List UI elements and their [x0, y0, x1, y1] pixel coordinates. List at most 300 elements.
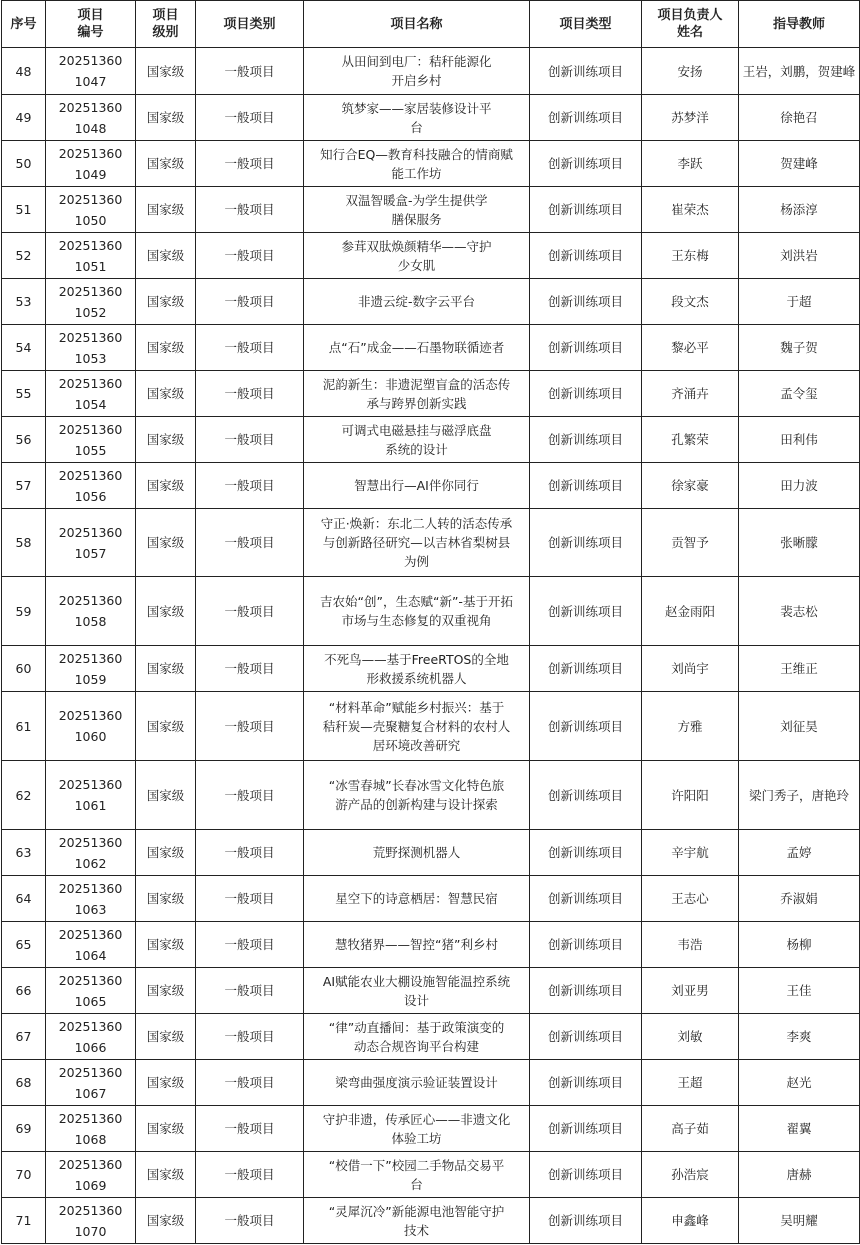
cell-seq: 71 — [2, 1198, 46, 1244]
cell-category: 一般项目 — [196, 1106, 304, 1152]
cell-leader: 王志心 — [642, 876, 739, 922]
cell-seq: 64 — [2, 876, 46, 922]
cell-level: 国家级 — [136, 876, 196, 922]
cell-code — [46, 922, 136, 968]
cell-advisor: 赵光 — [739, 1060, 860, 1106]
cell-seq: 54 — [2, 325, 46, 371]
table-row — [2, 1106, 860, 1152]
cell-leader: 刘尚宇 — [642, 646, 739, 692]
cell-code — [46, 761, 136, 830]
table-row — [2, 417, 860, 463]
table-row — [2, 463, 860, 509]
cell-type: 创新训练项目 — [530, 968, 642, 1014]
cell-name-line: 开启乡村 — [391, 73, 442, 88]
cell-type: 创新训练项目 — [530, 830, 642, 876]
header-row — [2, 1, 860, 48]
cell-name — [304, 646, 530, 692]
cell-code-line: 1062 — [74, 855, 107, 871]
table-row — [2, 1152, 860, 1198]
cell-advisor: 张晰朦 — [739, 509, 860, 577]
cell-type: 创新训练项目 — [530, 922, 642, 968]
cell-level: 国家级 — [136, 1060, 196, 1106]
cell-name — [304, 463, 530, 509]
table-row — [2, 577, 860, 646]
cell-type: 创新训练项目 — [530, 646, 642, 692]
header-leader — [642, 1, 739, 48]
cell-category: 一般项目 — [196, 761, 304, 830]
cell-name — [304, 509, 530, 577]
cell-seq: 52 — [2, 233, 46, 279]
cell-advisor: 贺建峰 — [739, 141, 860, 187]
cell-advisor: 于超 — [739, 279, 860, 325]
cell-type: 创新训练项目 — [530, 233, 642, 279]
cell-name-line: 膳保服务 — [391, 211, 442, 227]
cell-category: 一般项目 — [196, 325, 304, 371]
cell-seq: 48 — [2, 48, 46, 95]
cell-type: 创新训练项目 — [530, 1060, 642, 1106]
cell-leader: 王超 — [642, 1060, 739, 1106]
cell-level: 国家级 — [136, 646, 196, 692]
cell-type: 创新训练项目 — [530, 95, 642, 141]
cell-name-line: 筑梦家——家居装修设计平 — [341, 100, 492, 116]
cell-type: 创新训练项目 — [530, 325, 642, 371]
project-table — [1, 0, 860, 1244]
cell-leader: 王东梅 — [642, 233, 739, 279]
cell-code — [46, 48, 136, 95]
cell-level: 国家级 — [136, 371, 196, 417]
header-code-line: 项目 — [77, 8, 104, 23]
cell-advisor: 孟令玺 — [739, 371, 860, 417]
cell-advisor: 李爽 — [739, 1014, 860, 1060]
cell-category: 一般项目 — [196, 509, 304, 577]
cell-advisor: 裴志松 — [739, 577, 860, 646]
cell-advisor: 吴明耀 — [739, 1198, 860, 1244]
cell-name-line: 点“石”成金——石墨物联循迹者 — [328, 340, 505, 355]
cell-category: 一般项目 — [196, 577, 304, 646]
cell-name-line: 吉农始“创”，生态赋“新”-基于开拓 — [320, 594, 513, 609]
cell-code-line: 1059 — [74, 671, 107, 687]
header-advisor: 指导教师 — [739, 1, 860, 48]
cell-category: 一般项目 — [196, 876, 304, 922]
cell-name-line: AI赋能农业大棚设施智能温控系统 — [322, 973, 511, 989]
cell-code-line: 20251360 — [58, 1202, 123, 1218]
cell-code-line: 1063 — [74, 901, 107, 917]
cell-leader: 许阳阳 — [642, 761, 739, 830]
header-level-line: 级别 — [152, 25, 179, 40]
cell-code — [46, 646, 136, 692]
header-level-line: 项目 — [152, 8, 179, 23]
table-row — [2, 830, 860, 876]
cell-name — [304, 1106, 530, 1152]
header-code-line: 编号 — [77, 25, 104, 40]
cell-code-line: 20251360 — [58, 1110, 123, 1126]
cell-seq: 63 — [2, 830, 46, 876]
cell-leader: 赵金雨阳 — [642, 577, 739, 646]
cell-name-line: 形救援系统机器人 — [366, 670, 467, 686]
cell-seq: 56 — [2, 417, 46, 463]
cell-seq: 65 — [2, 922, 46, 968]
cell-code-line: 20251360 — [58, 283, 123, 299]
cell-seq: 51 — [2, 187, 46, 233]
cell-category: 一般项目 — [196, 279, 304, 325]
cell-type: 创新训练项目 — [530, 1106, 642, 1152]
cell-category: 一般项目 — [196, 922, 304, 968]
cell-name-line: 荒野探测机器人 — [372, 845, 461, 860]
cell-leader: 黎必平 — [642, 325, 739, 371]
cell-name — [304, 95, 530, 141]
cell-level: 国家级 — [136, 922, 196, 968]
table-row — [2, 325, 860, 371]
cell-code-line: 20251360 — [58, 53, 123, 68]
cell-category: 一般项目 — [196, 187, 304, 233]
cell-level: 国家级 — [136, 1152, 196, 1198]
cell-leader: 安扬 — [642, 48, 739, 95]
cell-code — [46, 1014, 136, 1060]
cell-seq: 49 — [2, 95, 46, 141]
cell-level: 国家级 — [136, 325, 196, 371]
header-seq: 序号 — [2, 1, 46, 48]
cell-type: 创新训练项目 — [530, 761, 642, 830]
cell-name-line: 居环境改善研究 — [372, 737, 461, 753]
cell-leader: 李跃 — [642, 141, 739, 187]
table-row — [2, 1198, 860, 1244]
cell-type: 创新训练项目 — [530, 509, 642, 577]
cell-level: 国家级 — [136, 509, 196, 577]
cell-category: 一般项目 — [196, 1152, 304, 1198]
cell-name-line: 泥韵新生：非遗泥塑盲盒的活态传 — [322, 376, 511, 392]
cell-seq: 57 — [2, 463, 46, 509]
cell-level: 国家级 — [136, 577, 196, 646]
cell-type: 创新训练项目 — [530, 1014, 642, 1060]
cell-name — [304, 141, 530, 187]
cell-seq: 61 — [2, 692, 46, 761]
cell-name-line: 动态合规咨询平台构建 — [353, 1038, 479, 1054]
cell-code-line: 1067 — [74, 1085, 107, 1101]
cell-name-line: 台 — [410, 1176, 423, 1192]
cell-leader: 崔荣杰 — [642, 187, 739, 233]
cell-seq: 60 — [2, 646, 46, 692]
cell-code-line: 20251360 — [58, 593, 123, 608]
cell-advisor: 王佳 — [739, 968, 860, 1014]
cell-name-line: 双温智暖盒-为学生提供学 — [345, 192, 488, 208]
cell-code-line: 1056 — [74, 488, 107, 504]
cell-seq: 58 — [2, 509, 46, 577]
cell-code-line: 1064 — [74, 947, 107, 963]
table-row — [2, 876, 860, 922]
cell-seq: 62 — [2, 761, 46, 830]
cell-name — [304, 968, 530, 1014]
cell-name-line: 台 — [410, 119, 423, 135]
cell-name — [304, 279, 530, 325]
cell-category: 一般项目 — [196, 830, 304, 876]
cell-code — [46, 141, 136, 187]
cell-code-line: 20251360 — [58, 972, 123, 988]
header-leader-line: 项目负责人 — [657, 8, 723, 23]
cell-code — [46, 1106, 136, 1152]
cell-code-line: 20251360 — [58, 650, 123, 666]
cell-name-line: 智慧出行—AI伴你同行 — [354, 478, 479, 493]
cell-code — [46, 830, 136, 876]
cell-category: 一般项目 — [196, 233, 304, 279]
cell-code-line: 20251360 — [58, 375, 123, 391]
cell-name-line: 梁弯曲强度演示验证装置设计 — [335, 1075, 498, 1090]
cell-code — [46, 417, 136, 463]
cell-type: 创新训练项目 — [530, 141, 642, 187]
cell-code-line: 20251360 — [58, 1018, 123, 1034]
cell-code — [46, 968, 136, 1014]
table-row — [2, 509, 860, 577]
table-row — [2, 95, 860, 141]
cell-code-line: 1068 — [74, 1131, 107, 1147]
cell-level: 国家级 — [136, 95, 196, 141]
cell-leader: 申鑫峰 — [642, 1198, 739, 1244]
cell-code — [46, 95, 136, 141]
cell-name-line: 设计 — [403, 992, 429, 1008]
cell-name — [304, 761, 530, 830]
cell-level: 国家级 — [136, 761, 196, 830]
table-row — [2, 48, 860, 95]
cell-code-line: 1051 — [74, 258, 107, 274]
cell-name — [304, 325, 530, 371]
cell-type: 创新训练项目 — [530, 876, 642, 922]
cell-type: 创新训练项目 — [530, 279, 642, 325]
cell-name — [304, 48, 530, 95]
cell-code — [46, 692, 136, 761]
cell-name-line: 参茸双肽焕颜精华——守护 — [341, 238, 492, 254]
cell-advisor: 乔淑娟 — [739, 876, 860, 922]
cell-code-line: 20251360 — [58, 1064, 123, 1080]
cell-level: 国家级 — [136, 417, 196, 463]
cell-type: 创新训练项目 — [530, 187, 642, 233]
cell-code-line: 20251360 — [58, 421, 123, 437]
cell-leader: 辛宇航 — [642, 830, 739, 876]
table-row — [2, 233, 860, 279]
header-category: 项目类别 — [196, 1, 304, 48]
cell-code-line: 1053 — [74, 350, 107, 366]
cell-seq: 50 — [2, 141, 46, 187]
cell-advisor: 杨柳 — [739, 922, 860, 968]
cell-name-line: 少女肌 — [397, 257, 436, 273]
cell-code-line: 1069 — [74, 1177, 107, 1193]
cell-level: 国家级 — [136, 968, 196, 1014]
cell-code — [46, 187, 136, 233]
cell-name — [304, 922, 530, 968]
header-name: 项目名称 — [304, 1, 530, 48]
cell-name — [304, 692, 530, 761]
cell-type: 创新训练项目 — [530, 577, 642, 646]
cell-seq: 53 — [2, 279, 46, 325]
cell-name — [304, 1152, 530, 1198]
cell-code — [46, 876, 136, 922]
cell-code-line: 1052 — [74, 304, 107, 320]
cell-category: 一般项目 — [196, 417, 304, 463]
cell-name-line: 游产品的创新构建与设计探索 — [335, 797, 498, 812]
cell-level: 国家级 — [136, 141, 196, 187]
cell-advisor: 唐赫 — [739, 1152, 860, 1198]
cell-code — [46, 325, 136, 371]
cell-code-line: 20251360 — [58, 329, 123, 345]
cell-level: 国家级 — [136, 1106, 196, 1152]
cell-seq: 68 — [2, 1060, 46, 1106]
cell-code-line: 1060 — [74, 729, 107, 744]
cell-leader: 刘亚男 — [642, 968, 739, 1014]
cell-name-line: 知行合EQ—教育科技融合的情商赋 — [320, 146, 513, 162]
cell-advisor: 刘征昊 — [739, 692, 860, 761]
header-type: 项目类型 — [530, 1, 642, 48]
cell-leader: 高子茹 — [642, 1106, 739, 1152]
cell-code-line: 1066 — [74, 1039, 107, 1055]
cell-leader: 苏梦洋 — [642, 95, 739, 141]
cell-level: 国家级 — [136, 48, 196, 95]
cell-category: 一般项目 — [196, 141, 304, 187]
cell-name — [304, 417, 530, 463]
cell-name-line: 守护非遗，传承匠心——非遗文化 — [322, 1111, 511, 1127]
cell-name-line: “校借一下”校园二手物品交易平 — [328, 1157, 505, 1173]
cell-advisor: 田利伟 — [739, 417, 860, 463]
cell-leader: 段文杰 — [642, 279, 739, 325]
cell-name-line: 非遗云绽-数字云平台 — [357, 294, 475, 309]
cell-name-line: 承与跨界创新实践 — [366, 395, 467, 411]
cell-code — [46, 1152, 136, 1198]
cell-code — [46, 1060, 136, 1106]
cell-seq: 59 — [2, 577, 46, 646]
cell-name — [304, 1014, 530, 1060]
cell-name-line: 技术 — [403, 1222, 429, 1238]
table-row — [2, 968, 860, 1014]
cell-name — [304, 233, 530, 279]
cell-type: 创新训练项目 — [530, 371, 642, 417]
table-row — [2, 279, 860, 325]
cell-advisor: 王维正 — [739, 646, 860, 692]
header-code — [46, 1, 136, 48]
table-row — [2, 187, 860, 233]
cell-level: 国家级 — [136, 1198, 196, 1244]
cell-category: 一般项目 — [196, 1198, 304, 1244]
cell-level: 国家级 — [136, 187, 196, 233]
cell-leader: 孔繁荣 — [642, 417, 739, 463]
cell-name — [304, 371, 530, 417]
cell-code-line: 20251360 — [58, 834, 123, 850]
cell-code-line: 1055 — [74, 442, 107, 458]
cell-name-line: 体验工坊 — [391, 1130, 442, 1146]
cell-name — [304, 830, 530, 876]
cell-leader: 刘敏 — [642, 1014, 739, 1060]
header-leader-line: 姓名 — [676, 25, 703, 40]
cell-code-line: 20251360 — [58, 99, 123, 115]
cell-type: 创新训练项目 — [530, 48, 642, 95]
cell-category: 一般项目 — [196, 1060, 304, 1106]
cell-name — [304, 1198, 530, 1244]
cell-name-line: 慧牧猪界——智控“猪”利乡村 — [335, 937, 498, 952]
cell-advisor: 魏子贺 — [739, 325, 860, 371]
cell-leader: 方雅 — [642, 692, 739, 761]
cell-advisor: 刘洪岩 — [739, 233, 860, 279]
cell-category: 一般项目 — [196, 646, 304, 692]
cell-code-line: 20251360 — [58, 191, 123, 207]
cell-name-line: 为例 — [403, 554, 429, 569]
cell-code-line: 20251360 — [58, 880, 123, 896]
cell-code-line: 20251360 — [58, 1156, 123, 1172]
cell-code — [46, 233, 136, 279]
cell-name-line: 可调式电磁悬挂与磁浮底盘 — [341, 422, 492, 438]
cell-code — [46, 577, 136, 646]
cell-name-line: 从田间到电厂：秸秆能源化 — [341, 54, 492, 69]
cell-code-line: 20251360 — [58, 145, 123, 161]
cell-level: 国家级 — [136, 1014, 196, 1060]
cell-leader: 韦浩 — [642, 922, 739, 968]
cell-name-line: “律”动直播间：基于政策演变的 — [328, 1019, 505, 1035]
cell-code-line: 1070 — [74, 1223, 107, 1239]
table-body — [2, 48, 860, 1244]
cell-type: 创新训练项目 — [530, 692, 642, 761]
cell-name-line: 秸秆炭—壳聚糖复合材料的农村人 — [322, 718, 511, 734]
cell-leader: 齐涌卉 — [642, 371, 739, 417]
cell-seq: 69 — [2, 1106, 46, 1152]
cell-category: 一般项目 — [196, 968, 304, 1014]
cell-advisor: 孟婷 — [739, 830, 860, 876]
cell-code-line: 20251360 — [58, 467, 123, 483]
cell-advisor: 王岩，刘鹏，贺建峰 — [739, 48, 860, 95]
cell-code-line: 1058 — [74, 614, 107, 629]
cell-name — [304, 577, 530, 646]
cell-code — [46, 279, 136, 325]
cell-code-line: 20251360 — [58, 708, 123, 723]
cell-code-line: 20251360 — [58, 524, 123, 540]
cell-name-line: 守正·焕新：东北二人转的活态传承 — [320, 516, 513, 531]
cell-name-line: “冰雪春城”长春冰雪文化特色旅 — [328, 778, 505, 793]
table-row — [2, 141, 860, 187]
cell-code-line: 1054 — [74, 396, 107, 412]
table-row — [2, 1060, 860, 1106]
table-row — [2, 692, 860, 761]
cell-level: 国家级 — [136, 830, 196, 876]
cell-code-line: 1061 — [74, 798, 107, 813]
cell-advisor: 杨添淳 — [739, 187, 860, 233]
cell-type: 创新训练项目 — [530, 463, 642, 509]
cell-leader: 徐家豪 — [642, 463, 739, 509]
cell-code — [46, 1198, 136, 1244]
cell-advisor: 梁门秀子，唐艳玲 — [739, 761, 860, 830]
cell-leader: 贡智予 — [642, 509, 739, 577]
cell-name-line: 不死鸟——基于FreeRTOS的全地 — [324, 651, 509, 667]
cell-category: 一般项目 — [196, 48, 304, 95]
cell-code-line: 1065 — [74, 993, 107, 1009]
cell-name — [304, 187, 530, 233]
cell-code-line: 1047 — [74, 74, 107, 89]
header-level — [136, 1, 196, 48]
cell-advisor: 翟翼 — [739, 1106, 860, 1152]
cell-seq: 67 — [2, 1014, 46, 1060]
cell-code-line: 1049 — [74, 166, 107, 182]
cell-code-line: 1050 — [74, 212, 107, 228]
cell-name — [304, 876, 530, 922]
cell-seq: 70 — [2, 1152, 46, 1198]
cell-level: 国家级 — [136, 463, 196, 509]
cell-level: 国家级 — [136, 692, 196, 761]
table-row — [2, 1014, 860, 1060]
cell-category: 一般项目 — [196, 371, 304, 417]
cell-category: 一般项目 — [196, 463, 304, 509]
cell-code — [46, 463, 136, 509]
table-row — [2, 371, 860, 417]
cell-name-line: 系统的设计 — [385, 441, 448, 457]
cell-code-line: 1048 — [74, 120, 107, 136]
cell-name — [304, 1060, 530, 1106]
cell-category: 一般项目 — [196, 95, 304, 141]
cell-advisor: 田力波 — [739, 463, 860, 509]
cell-leader: 孙浩宸 — [642, 1152, 739, 1198]
cell-name-line: “灵犀沉冷”新能源电池智能守护 — [328, 1203, 505, 1219]
